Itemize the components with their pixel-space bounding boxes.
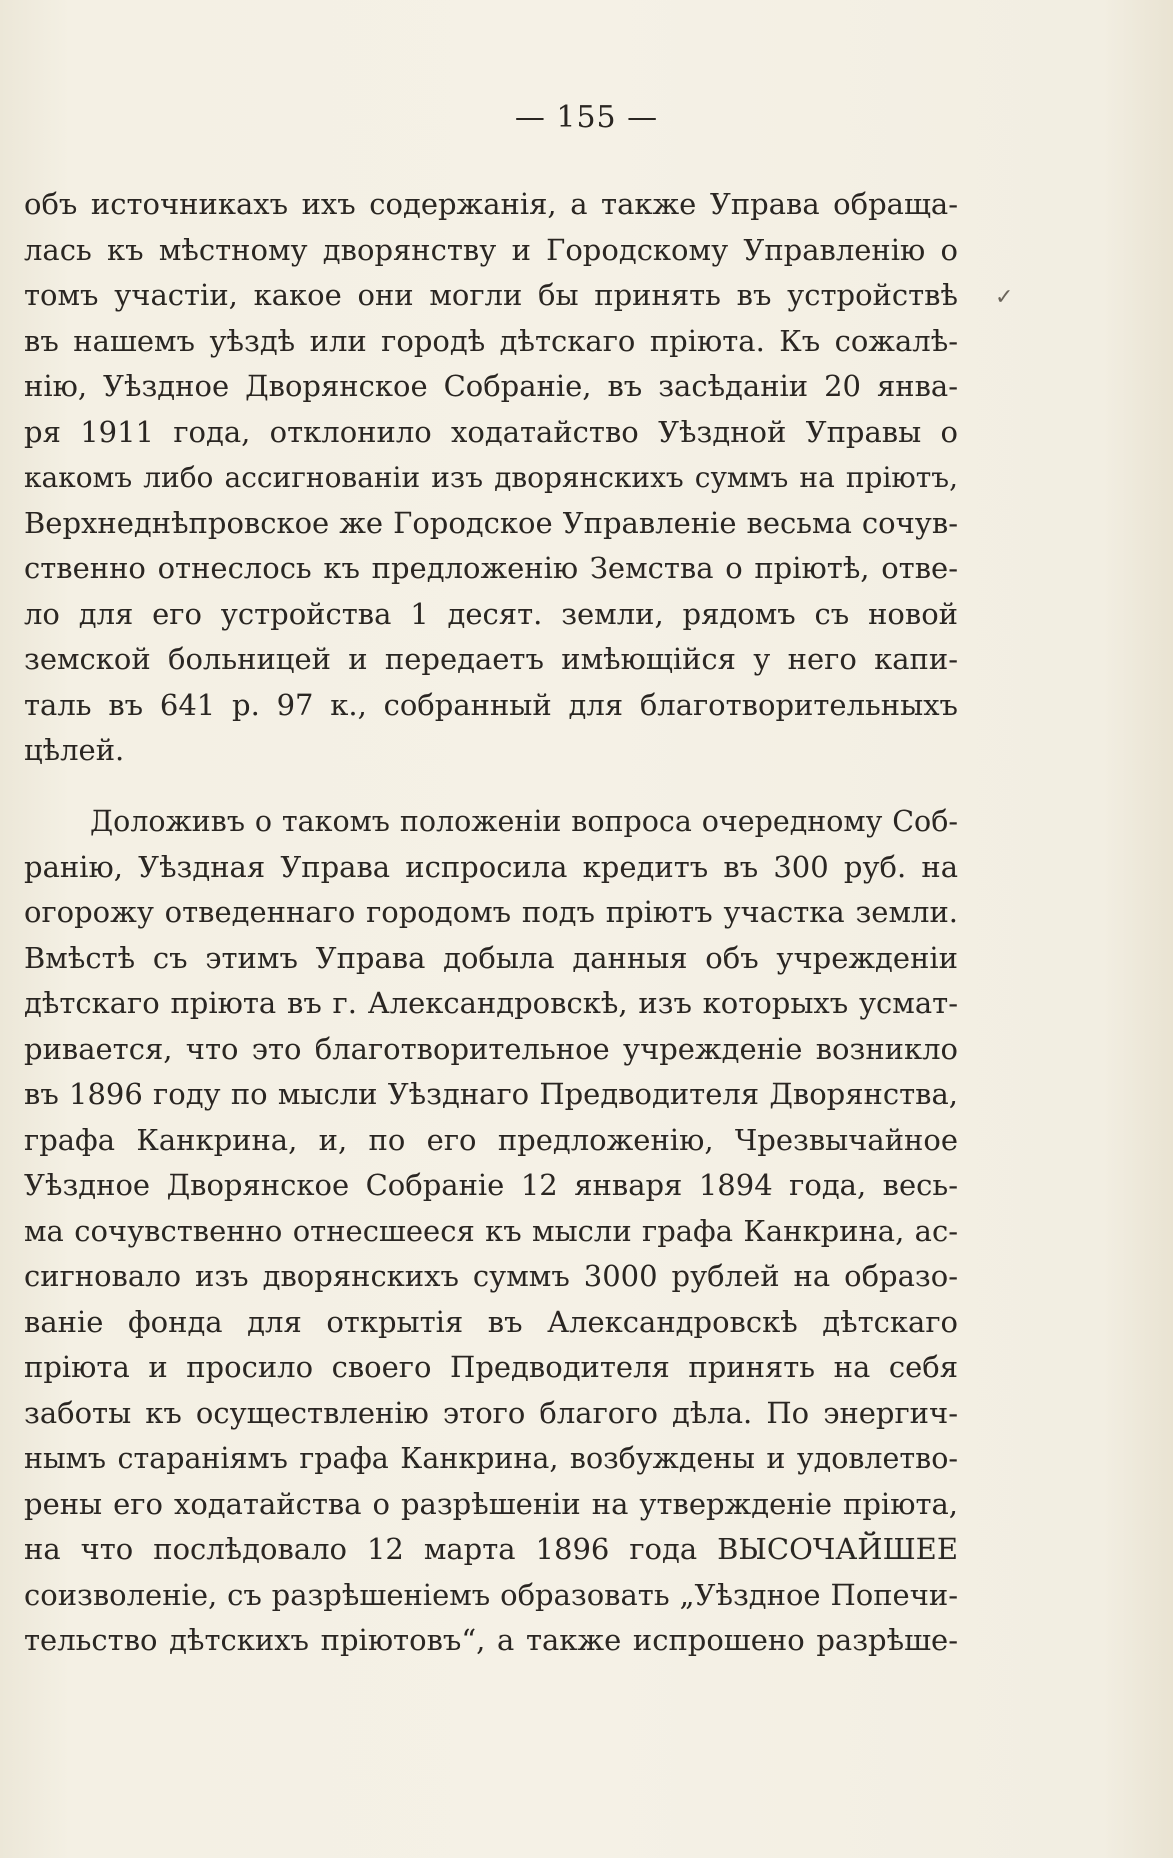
text-line: ваніе фонда для открытія въ Александровскѣ дѣтскаго — [24, 1304, 958, 1339]
text-line: рены его ходатайства о разрѣшеніи на утвержденіе пріюта, — [24, 1486, 958, 1521]
text-line: въ 1896 году по мысли Уѣзднаго Предводителя Дворянства, — [24, 1077, 958, 1111]
text-line: томъ участіи, какое они могли бы принять въ устройствѣ — [24, 278, 958, 312]
text-line: огорожу отведеннаго городомъ подъ пріютъ участка земли. — [24, 895, 958, 929]
text-line: Уѣздное Дворянское Собраніе 12 января 1894 года, весь- — [24, 1168, 958, 1202]
text-line: на что послѣдовало 12 марта 1896 года ВЫСОЧАЙШЕЕ — [24, 1532, 958, 1566]
text-line: заботы къ осуществленію этого благого дѣла. По энергич- — [24, 1395, 958, 1430]
text-line: нію, Уѣздное Дворянское Собраніе, въ засѣданіи 20 янва- — [24, 369, 958, 403]
text-line: графа Канкрина, и, по его предложенію, Чрезвычайное — [24, 1122, 958, 1157]
text-line: лась къ мѣстному дворянству и Городскому Управленію о — [24, 232, 958, 267]
text-line: цѣлей. — [24, 733, 125, 767]
text-line: Верхнеднѣпровское же Городское Управленіе весьма сочув- — [24, 505, 958, 540]
text-line: нымъ стараніямъ графа Канкрина, возбуждены и удовлетво- — [24, 1442, 958, 1475]
text-line: ственно отнеслось къ предложенію Земства о пріютѣ, отве- — [24, 551, 958, 585]
text-line: тельство дѣтскихъ пріютовъ“, а также испрошено разрѣше- — [24, 1623, 958, 1657]
text-line: земской больницей и передаетъ имѣющійся у него капи- — [24, 642, 958, 676]
text-line: дѣтскаго пріюта въ г. Александровскѣ, изъ которыхъ усмат- — [24, 986, 958, 1020]
text-line: ло для его устройства 1 десят. земли, рядомъ съ новой — [24, 596, 958, 631]
text-line: въ нашемъ уѣздѣ или городѣ дѣтскаго пріюта. Къ сожалѣ- — [24, 323, 958, 358]
text-line: ря 1911 года, отклонило ходатайство Уѣздной Управы о — [24, 414, 958, 449]
paragraph-2 — [24, 799, 958, 1664]
text-line: ранію, Уѣздная Управа испросила кредитъ въ 300 руб. на — [24, 849, 958, 884]
text-line: пріюта и просило своего Предводителя принять на себя — [24, 1350, 958, 1384]
text-line: сигновало изъ дворянскихъ суммъ 3000 рублей на образо- — [24, 1259, 958, 1293]
margin-check-mark: ✓ — [995, 285, 1014, 310]
text-line: объ источникахъ ихъ содержанія, а также Управа обраща- — [24, 187, 958, 221]
text-line: соизволеніе, съ разрѣшеніемъ образовать „Уѣздное Попечи- — [24, 1577, 958, 1612]
text-line: таль въ 641 р. 97 к., собранный для благотворительныхъ — [24, 687, 958, 722]
text-line: Вмѣстѣ съ этимъ Управа добыла данныя объ учрежденіи — [24, 940, 958, 975]
paragraph-1 — [24, 182, 958, 774]
page-number: — 155 — — [514, 100, 659, 135]
text-line: какомъ либо ассигнованіи изъ дворянскихъ суммъ на пріютъ, — [24, 461, 958, 494]
text-line: ривается, что это благотворительное учрежденіе возникло — [24, 1031, 958, 1066]
text-line: Доложивъ о такомъ положеніи вопроса очередному Соб- — [90, 805, 958, 838]
text-line: ма сочувственно отнесшееся къ мысли графа Канкрина, ас- — [24, 1213, 958, 1248]
